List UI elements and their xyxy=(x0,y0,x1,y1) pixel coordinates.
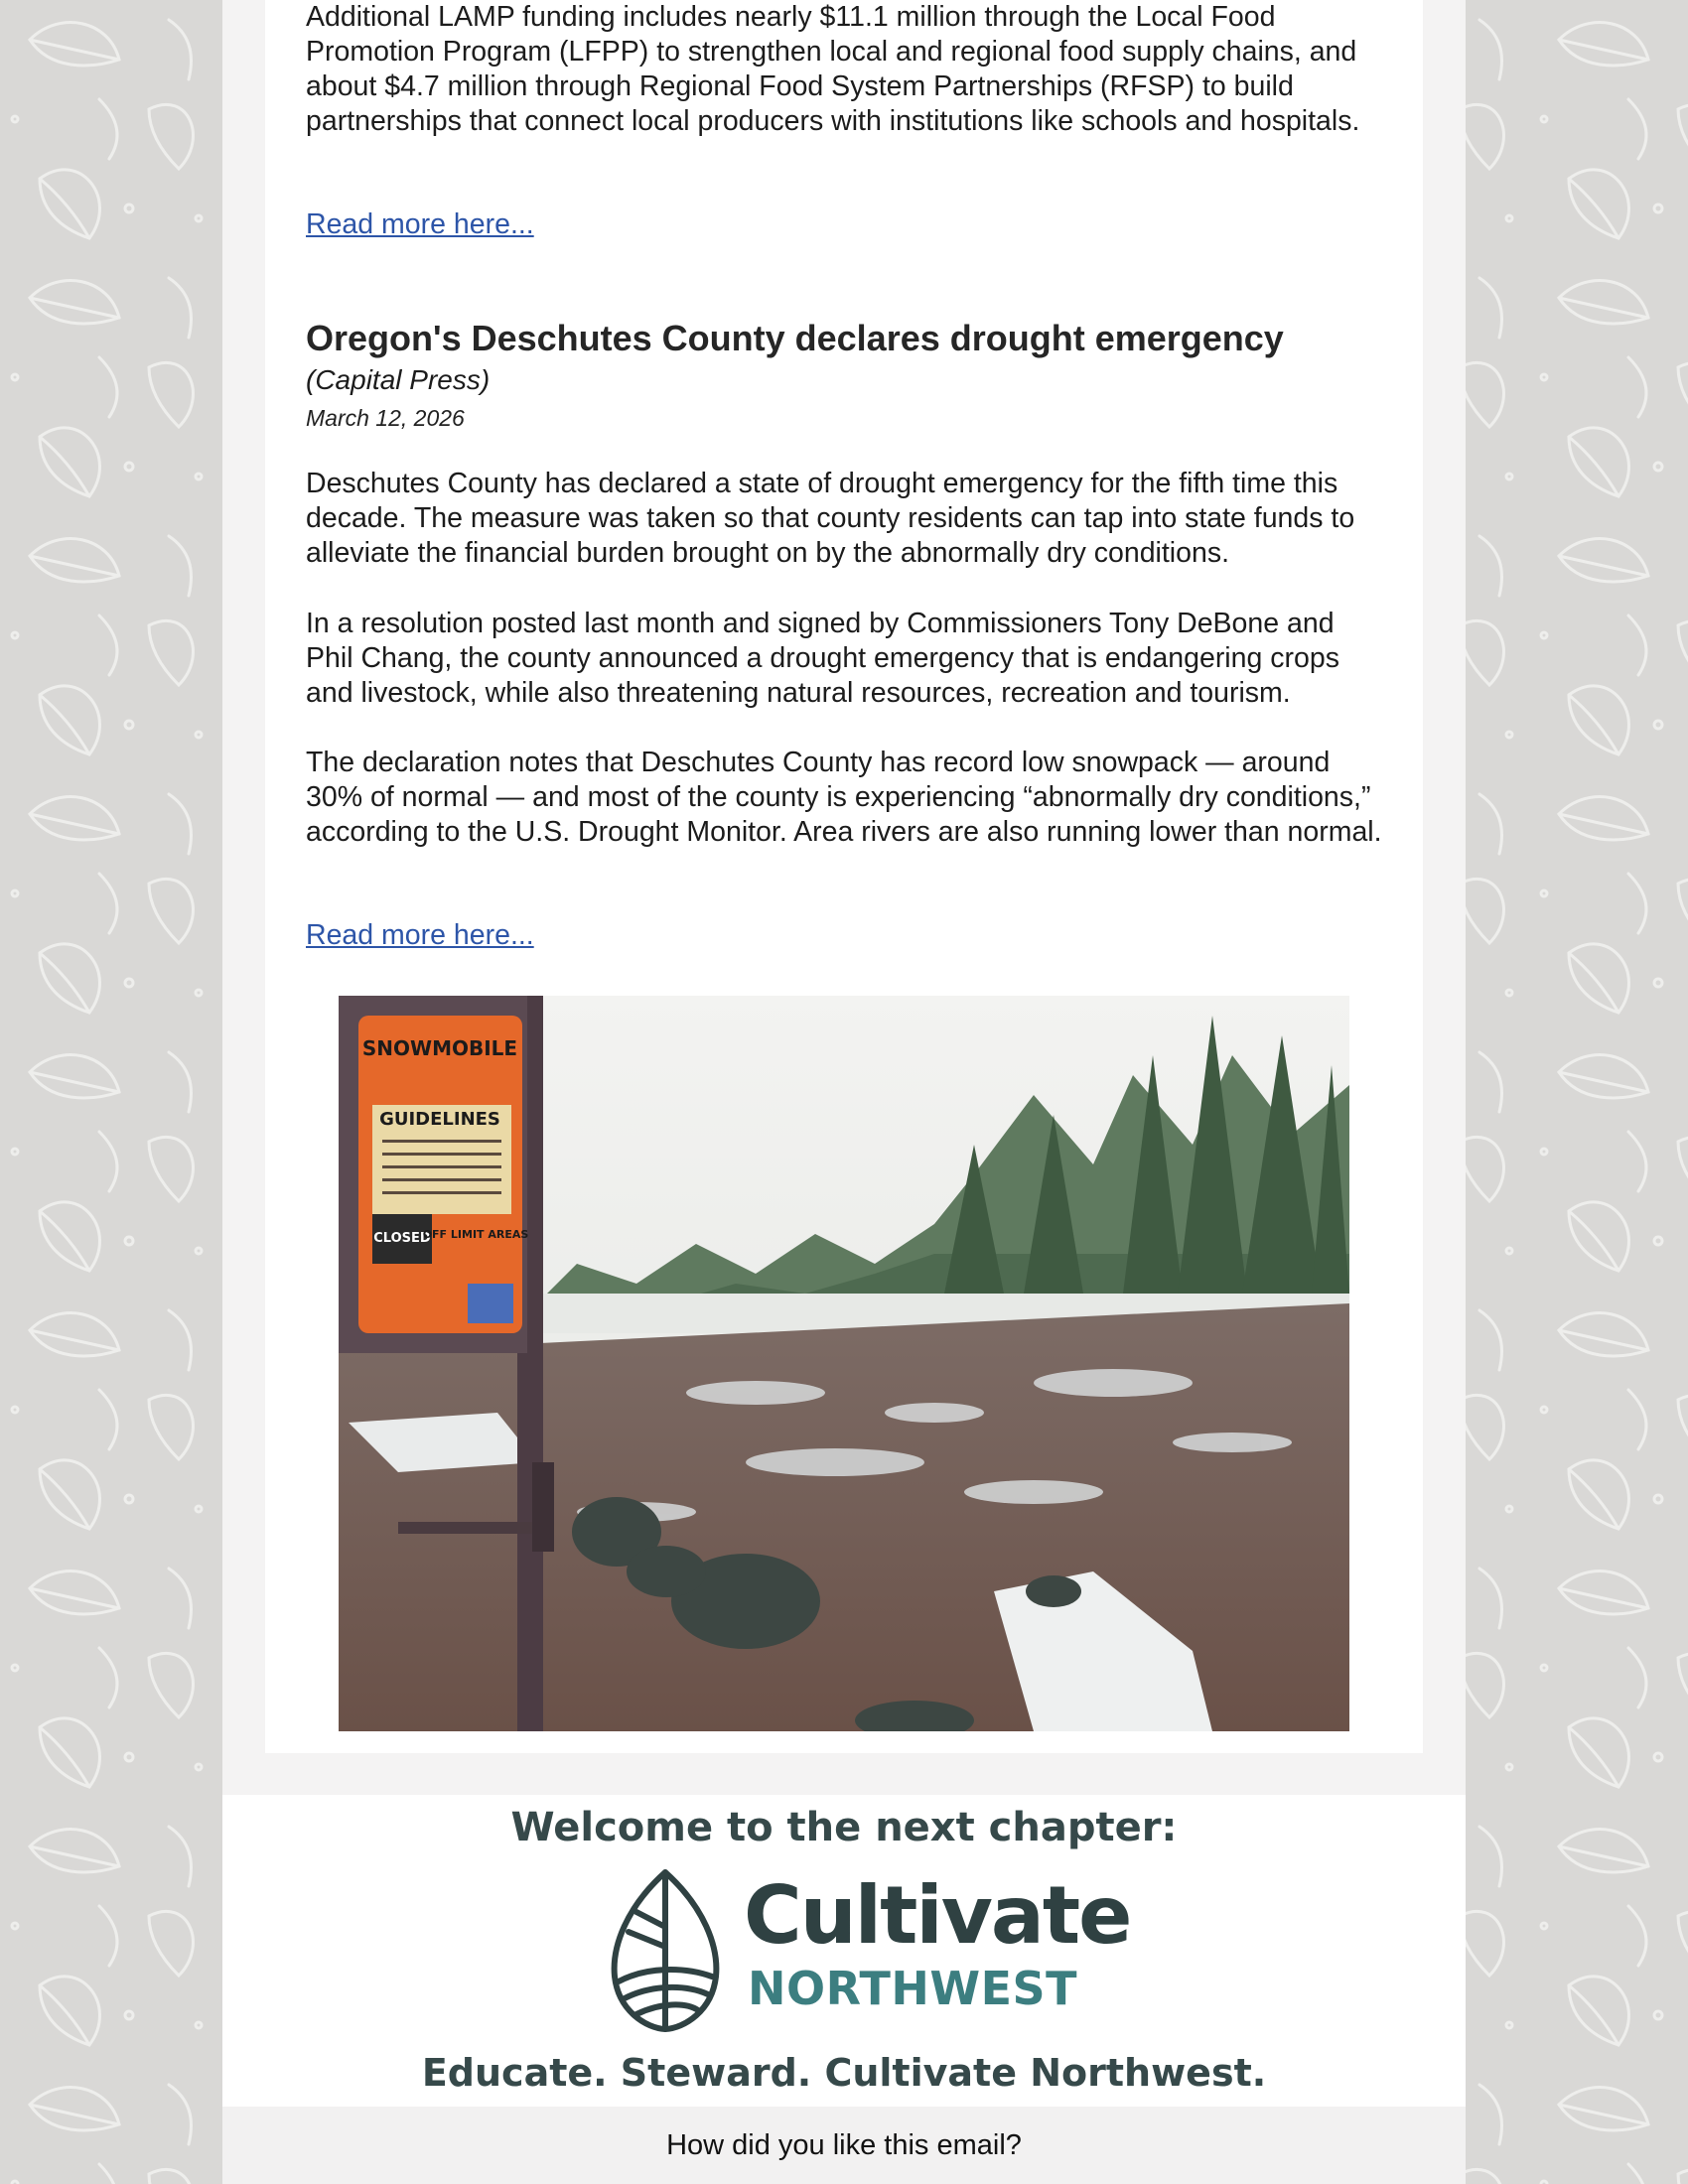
article-1-body: Additional LAMP funding includes nearly $11.1 million through the Local Food Promotion Program (LFPP) to strengthen local and regional food supply chains, and about $4.7 million through Regional Food System Partnerships (RFSP) to build partnerships that connect local producers with institutions like schools and hospitals. xyxy=(306,1,1360,137)
snowmobile-trail-scene xyxy=(339,996,1349,1731)
article-2-read-more-link[interactable]: Read more here... xyxy=(306,919,534,951)
sign-offlimit-text: OFF LIMIT AREAS xyxy=(422,1228,529,1241)
leaf-logo-icon xyxy=(607,1867,724,2036)
sign-title-text: SNOWMOBILE xyxy=(361,1036,518,1060)
article-1-read-more-link[interactable]: Read more here... xyxy=(306,208,534,240)
article-2-title: Oregon's Deschutes County declares drought emergency xyxy=(306,318,1284,358)
cultivate-northwest-banner xyxy=(222,1795,1466,2107)
feedback-question: How did you like this email? xyxy=(666,2129,1022,2161)
drought-photo xyxy=(339,996,1349,1731)
feedback-section xyxy=(222,2107,1466,2184)
article-2-source: (Capital Press) xyxy=(306,364,491,395)
brand-subtitle: NORTHWEST xyxy=(748,1962,1078,2015)
newsletter-card xyxy=(265,0,1423,1753)
banner-title: Welcome to the next chapter: xyxy=(510,1805,1178,1850)
article-2-date: March 12, 2026 xyxy=(306,405,465,431)
brand-name: Cultivate xyxy=(744,1869,1131,1962)
sign-subtitle-text: GUIDELINES xyxy=(379,1109,500,1130)
article-2-paragraph-1: Deschutes County has declared a state of drought emergency for the fifth time this decade. The measure was taken so that county residents can tap into state funds to alleviate the financial burden brought on by the abnormally dry conditions. xyxy=(306,468,1355,569)
article-2-paragraph-3: The declaration notes that Deschutes County has record low snowpack — around 30% of normal — and most of the county is experiencing “abnormally dry conditions,” according to the U.S. Drought Monitor. Area rivers are also running lower than normal. xyxy=(306,747,1382,848)
article-2-paragraph-2: In a resolution posted last month and signed by Commissioners Tony DeBone and Phil Chang, the county announced a drought emergency that is endangering crops and livestock, while also threatening natural resources, recreation and tourism. xyxy=(306,608,1339,709)
banner-tagline: Educate. Steward. Cultivate Northwest. xyxy=(421,2051,1267,2095)
sign-closed-text: CLOSED xyxy=(373,1231,431,1246)
